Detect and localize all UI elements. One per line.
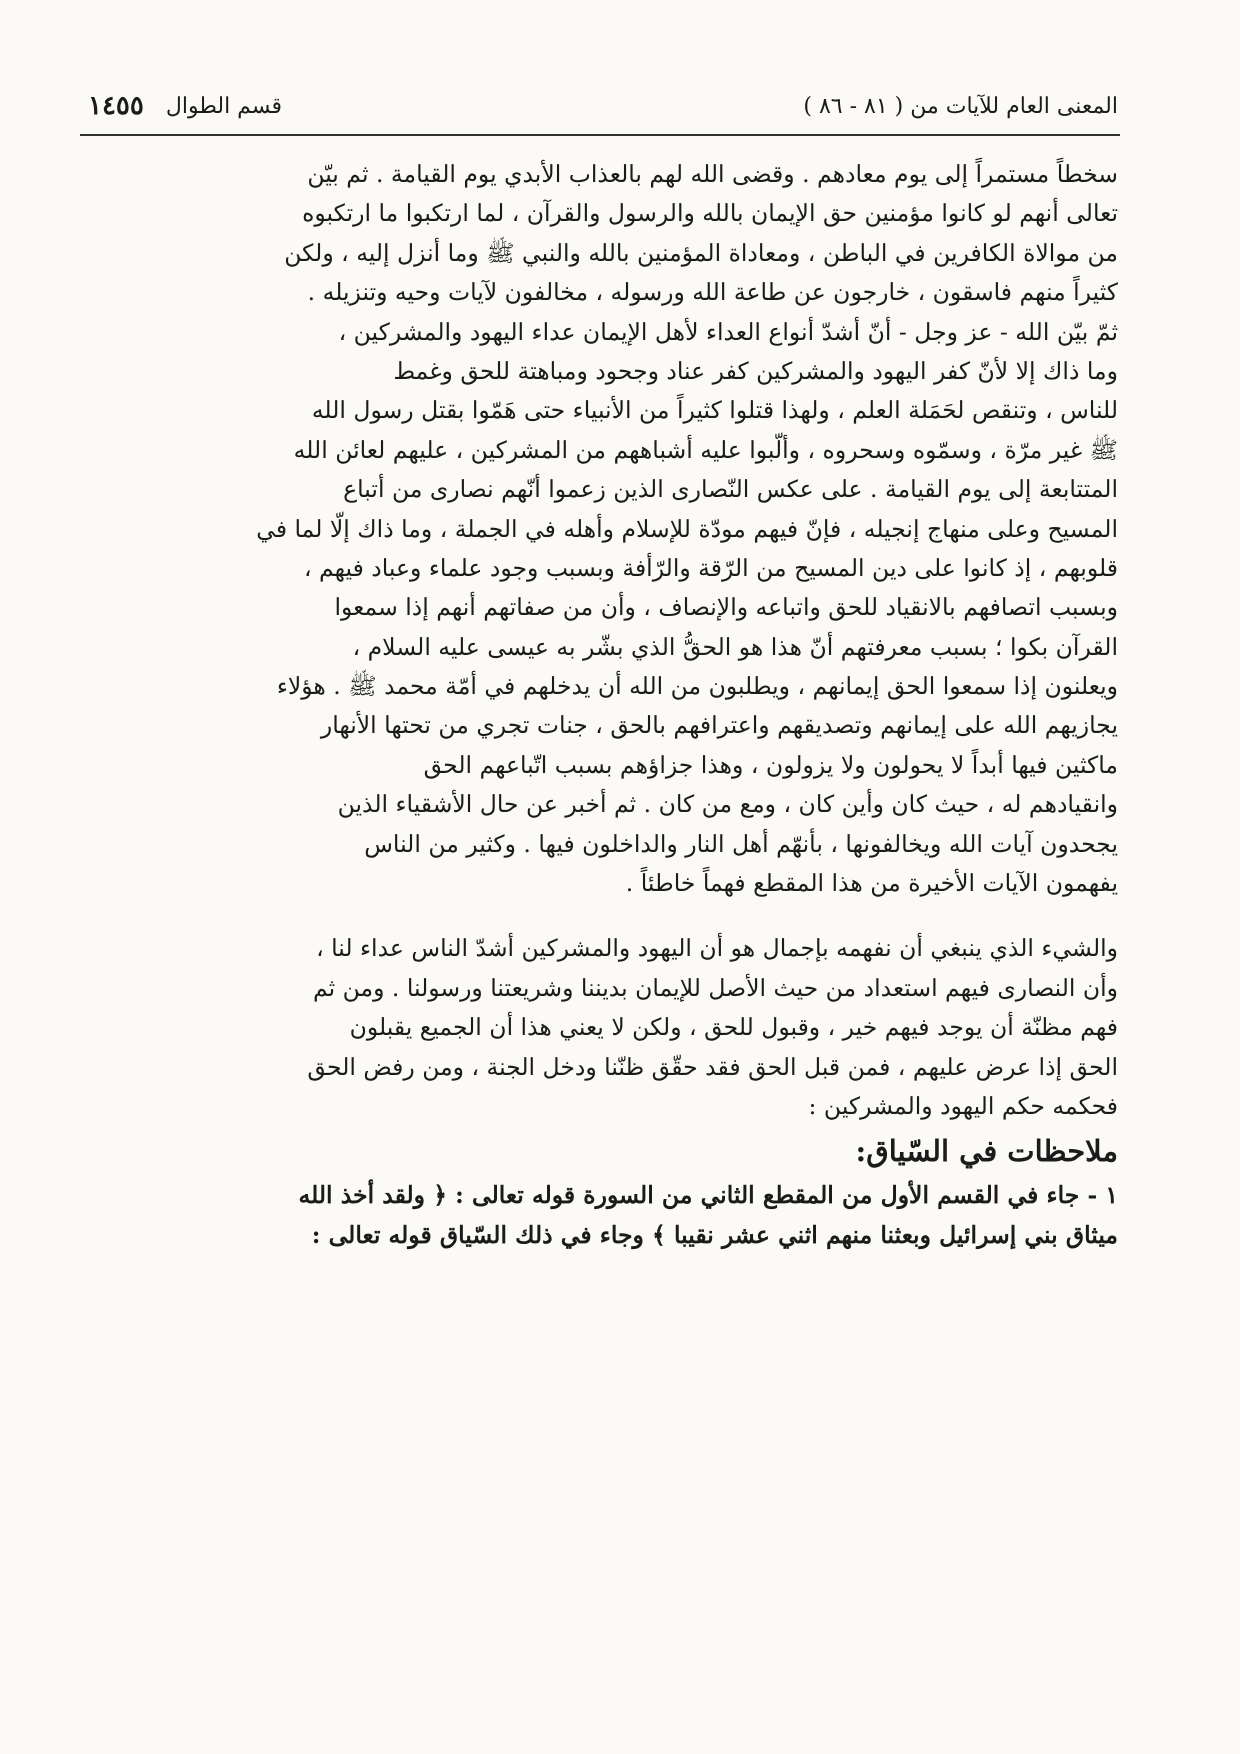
text-line: وانقيادهم له ، حيث كان وأين كان ، ومع من كان . ثم أخبر عن حال الأشقياء الذين (337, 790, 1118, 819)
paragraph-1 (82, 155, 1118, 903)
header-section: قسم الطوال (165, 93, 282, 119)
text-line: من موالاة الكافرين في الباطن ، ومعاداة المؤمنين بالله والنبي ﷺ وما أنزل إليه ، ولكن (284, 238, 1118, 267)
text-line: ﷺ غير مرّة ، وسمّوه وسحروه ، وألّبوا عليه أشباههم من المشركين ، عليهم لعائن الله (293, 435, 1118, 464)
text-line: سخطاً مستمراً إلى يوم معادهم . وقضى الله لهم بالعذاب الأبدي يوم القيامة . ثم بيّن (307, 160, 1118, 188)
text-line: الحق إذا عرض عليهم ، فمن قبل الحق فقد حقّق ظنّنا ودخل الجنة ، ومن رفض الحق (307, 1052, 1118, 1081)
text-line: فحكمه حكم اليهود والمشركين : (808, 1091, 1118, 1120)
notes-heading: ملاحظات في السّياق: (855, 1134, 1118, 1169)
paragraph-2 (82, 929, 1118, 1126)
text-line: يجازيهم الله على إيمانهم وتصديقهم واعترافهم بالحق ، جنات تجري من تحتها الأنهار (320, 711, 1118, 740)
header-left-group (88, 91, 282, 121)
text-line: ثمّ بيّن الله - عز وجل - أنّ أشدّ أنواع العداء لأهل الإيمان عداء اليهود والمشركين ، (338, 317, 1118, 346)
body-text (82, 155, 1118, 1255)
header-title: المعنى العام للآيات من ( ٨١ - ٨٦ ) (803, 93, 1118, 119)
text-line: والشيء الذي ينبغي أن نفهمه بإجمال هو أن اليهود والمشركين أشدّ الناس عداء لنا ، (316, 934, 1118, 963)
text-line: للناس ، وتنقص لحَمَلة العلم ، ولهذا قتلوا كثيراً من الأنبياء حتى هَمّوا بقتل رسول الله (311, 396, 1118, 425)
text-line: ويعلنون إذا سمعوا الحق إيمانهم ، ويطلبون من الله أن يدخلهم في أمّة محمد ﷺ . هؤلاء (276, 672, 1118, 701)
text-line: وبسبب اتصافهم بالانقياد للحق واتباعه والإنصاف ، وأن من صفاتهم أنهم إذا سمعوا (334, 593, 1118, 622)
text-line: يجحدون آيات الله ويخالفونها ، بأنهّم أهل النار والداخلون فيها . وكثير من الناس (364, 829, 1118, 858)
text-line: وما ذاك إلا لأنّ كفر اليهود والمشركين كفر عناد وجحود ومباهتة للحق وغمط (393, 356, 1118, 385)
text-line: يفهمون الآيات الأخيرة من هذا المقطع فهماً خاطئاً . (625, 869, 1118, 898)
text-line: ميثاق بني إسرائيل وبعثنا منهم اثني عشر نقيبا ﴾ وجاء في ذلك السّياق قوله تعالى : (311, 1220, 1118, 1249)
text-line: المتتابعة إلى يوم القيامة . على عكس النّصارى الذين زعموا أنّهم نصارى من أتباع (343, 475, 1118, 504)
running-header (88, 84, 1118, 128)
text-line: قلوبهم ، إذ كانوا على دين المسيح من الرّقة والرّأفة وبسبب وجود علماء وعباد فيهم ، (303, 553, 1118, 582)
text-line: ١ - جاء في القسم الأول من المقطع الثاني من السورة قوله تعالى : ﴿ ولقد أخذ الله (298, 1181, 1118, 1210)
text-line: القرآن بكوا ؛ بسبب معرفتهم أنّ هذا هو الحقُّ الذي بشّر به عيسى عليه السلام ، (352, 632, 1118, 661)
page-number: ١٤٥٥ (88, 91, 144, 121)
text-line: المسيح وعلى منهاج إنجيله ، فإنّ فيهم مودّة للإسلام وأهله في الجملة ، وما ذاك إلّا لما في (256, 514, 1118, 543)
text-line: تعالى أنهم لو كانوا مؤمنين حق الإيمان بالله والرسول والقرآن ، لما ارتكبوا ما ارتكبوه (302, 199, 1118, 228)
text-line: فهم مظنّة أن يوجد فيهم خير ، وقبول للحق ، ولكن لا يعني هذا أن الجميع يقبلون (349, 1013, 1118, 1042)
text-line: ماكثين فيها أبداً لا يحولون ولا يزولون ، وهذا جزاؤهم بسبب اتّباعهم الحق (423, 750, 1118, 779)
notes-paragraph (82, 1176, 1118, 1255)
text-line: وأن النصارى فيهم استعداد من حيث الأصل للإيمان بديننا وشريعتنا ورسولنا . ومن ثم (312, 973, 1118, 1002)
header-rule (80, 134, 1120, 136)
text-line: كثيراً منهم فاسقون ، خارجون عن طاعة الله ورسوله ، مخالفون لآيات وحيه وتنزيله . (307, 278, 1118, 307)
paragraph-spacer (82, 903, 1118, 929)
